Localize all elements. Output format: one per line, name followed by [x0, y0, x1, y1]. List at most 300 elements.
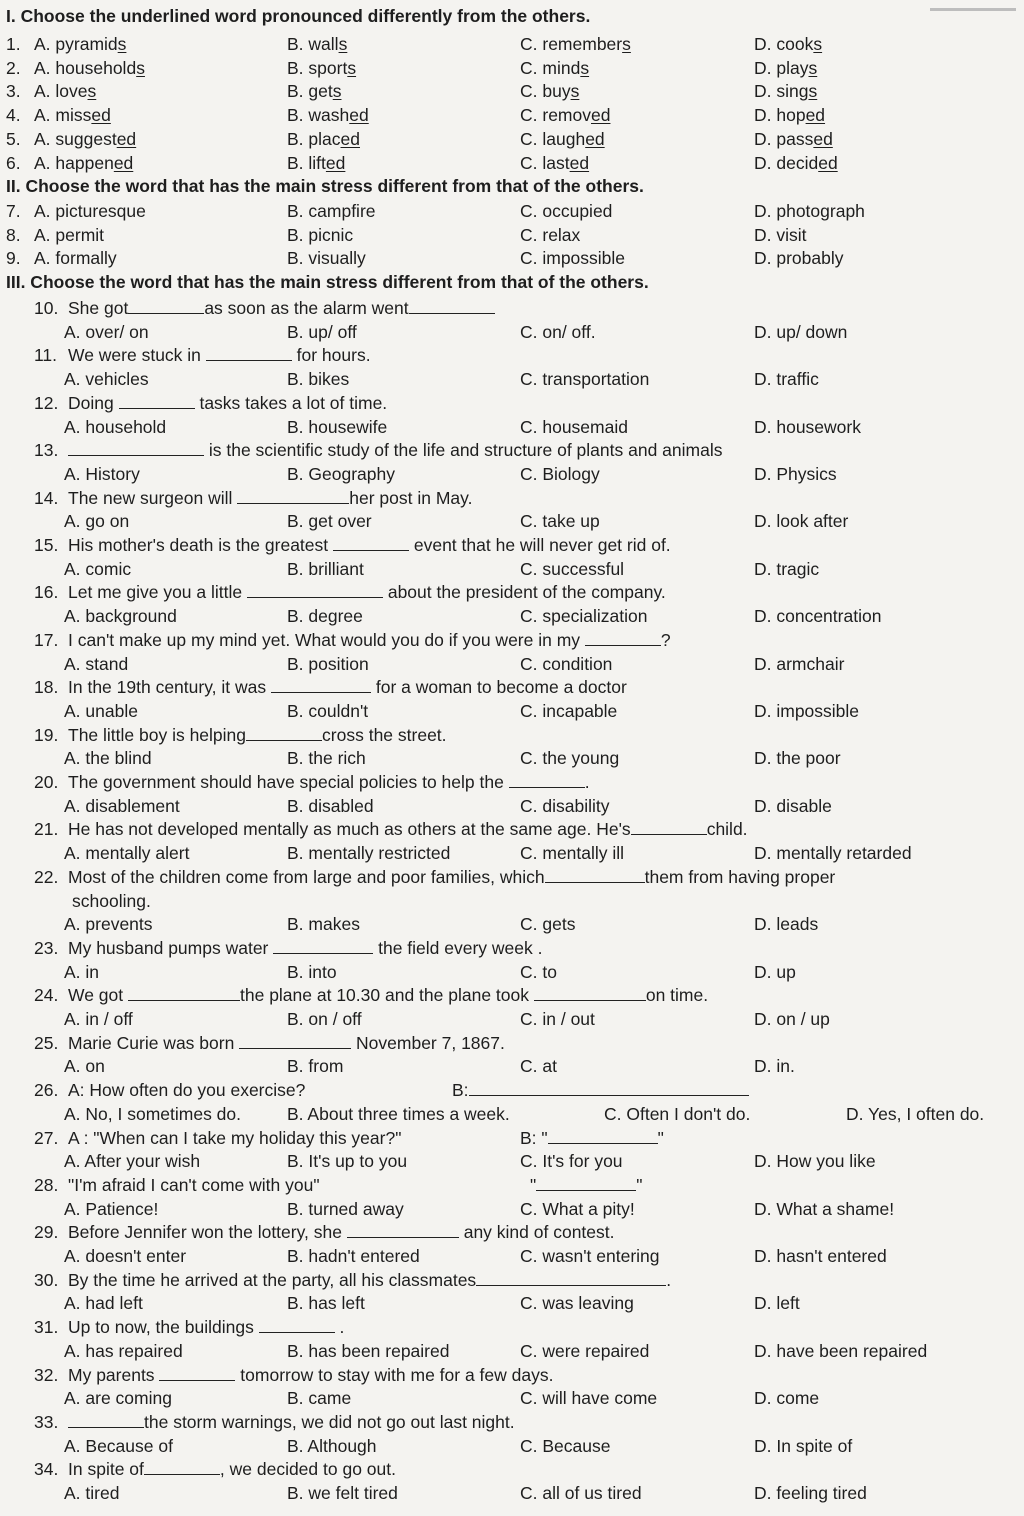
option-word: hop [776, 105, 806, 126]
option-b: B. from [287, 1056, 344, 1077]
question-stem [0, 770, 1024, 794]
option-b: B. on / off [287, 1009, 362, 1029]
question-number: 4. [6, 105, 21, 126]
question-number: 15. [34, 535, 59, 555]
question-number: 1. [6, 34, 21, 54]
question-fragment: her post in May. [349, 487, 473, 508]
option-b: B. up/ off [287, 321, 357, 342]
answer-blank [239, 1033, 351, 1049]
underlined-ending: ed [805, 105, 826, 126]
option-c: C. to [520, 961, 557, 982]
option-a: A. household [64, 416, 167, 437]
answer-blank [585, 630, 661, 646]
question-number: 5. [6, 128, 21, 149]
section-heading-III: III. Choose the word that has the main stress different from that of the others. [6, 272, 649, 292]
option-c: C. occupied [520, 201, 613, 221]
option-letter: B. [287, 81, 309, 102]
underlined-ending: ed [585, 128, 605, 149]
question-stem [0, 486, 1024, 510]
pronunciation-row [0, 32, 1024, 56]
underlined-ending: s [808, 81, 818, 102]
question-number: 30. [34, 1269, 59, 1290]
option-b: B. has left [287, 1293, 365, 1314]
stress-row [0, 199, 1024, 223]
question-text [68, 817, 748, 841]
question-fragment: We were stuck in [68, 345, 206, 366]
option-a: A. stand [64, 653, 129, 674]
option-a: A. permit [34, 224, 105, 245]
underlined-ending: ed [116, 128, 137, 149]
option-a: A. has repaired [64, 1340, 183, 1361]
question-number: 31. [34, 1317, 59, 1338]
underlined-ending: ed [591, 105, 611, 126]
option-d: D. impossible [754, 700, 860, 721]
question-fragment: Most of the children come from large and poor families, which [68, 866, 545, 887]
answer-blank [476, 1270, 666, 1286]
option-b: B. housewife [287, 416, 388, 437]
question-number: 25. [34, 1032, 59, 1053]
options-row [0, 960, 1024, 984]
option-word: last [542, 152, 570, 173]
option-d: D. come [754, 1388, 820, 1409]
question-stem [0, 1315, 1024, 1339]
option-c: C. on/ off. [520, 321, 596, 342]
underlined-ending: s [347, 57, 357, 78]
option-word: mind [542, 57, 581, 78]
option-a: A. formally [34, 248, 117, 269]
underlined-ending: s [136, 57, 145, 78]
question-text [68, 723, 447, 747]
question-fragment: cross the street. [322, 724, 447, 745]
section-heading-II: II. Choose the word that has the main stress different from that of the others. [6, 176, 644, 196]
option-b: B. campfire [287, 201, 376, 221]
option-b: B. came [287, 1388, 352, 1409]
option-a [34, 103, 111, 127]
question-fragment: In the 19th century, it was [68, 677, 271, 698]
question-number: 2. [6, 57, 21, 78]
options-row [0, 1386, 1024, 1410]
option-b: B. turned away [287, 1198, 404, 1219]
answer-blank [534, 985, 646, 1001]
question-stem [0, 675, 1024, 699]
option-b: B. into [287, 961, 337, 982]
question-fragment: In spite of [68, 1459, 144, 1480]
stress-row [0, 223, 1024, 247]
underlined-ending: ed [91, 105, 111, 126]
option-c: C. all of us tired [520, 1483, 642, 1503]
options-row [0, 1102, 1024, 1126]
option-d [754, 127, 833, 151]
question-fragment: the storm warnings, we did not go out last night. [144, 1411, 515, 1432]
option-a [34, 56, 145, 80]
answer-blank [333, 535, 409, 551]
question-number: 20. [34, 772, 59, 792]
pronunciation-row [0, 103, 1024, 127]
option-word: remember [542, 34, 623, 54]
question-stem [0, 723, 1024, 747]
question-text [68, 936, 543, 960]
option-a: A. in / off [64, 1009, 133, 1029]
option-d: D. concentration [754, 606, 882, 627]
option-b: B. Geography [287, 463, 395, 484]
underlined-ending: ed [569, 152, 590, 173]
question-number: 24. [34, 985, 59, 1006]
option-d: D. visit [754, 224, 807, 245]
question-text [68, 1457, 396, 1481]
question-number: 32. [34, 1364, 59, 1385]
option-b [287, 127, 360, 151]
option-letter: A. [34, 81, 56, 102]
options-row [0, 462, 1024, 486]
option-a: A. in [64, 961, 100, 982]
answer-blank [536, 1175, 636, 1191]
question-number: 3. [6, 81, 21, 102]
question-text [68, 391, 387, 415]
answer-blank [273, 938, 373, 954]
options-row [0, 1197, 1024, 1221]
options-row [0, 367, 1024, 391]
option-letter: C. [520, 105, 543, 126]
question-fragment: Let me give you a little [68, 582, 247, 603]
option-c: C. condition [520, 653, 613, 674]
option-word: sing [776, 81, 809, 102]
option-b: B. makes [287, 914, 360, 935]
pronunciation-row [0, 56, 1024, 80]
option-d: D. What a shame! [754, 1198, 895, 1219]
option-c [520, 127, 605, 151]
question-text [68, 580, 666, 604]
option-d: D. left [754, 1293, 800, 1314]
response-label: B: [452, 1080, 469, 1101]
question-fragment: for a woman to become a doctor [370, 677, 627, 698]
question-number: 28. [34, 1174, 59, 1195]
option-c [520, 79, 579, 103]
question-stem [0, 1410, 1024, 1434]
question-number: 18. [34, 677, 59, 698]
options-row [0, 699, 1024, 723]
option-c: C. wasn't entering [520, 1246, 660, 1266]
option-d: D. traffic [754, 369, 819, 390]
question-stem [0, 1078, 1024, 1102]
answer-blank [128, 298, 204, 314]
question-number: 9. [6, 248, 21, 269]
question-text [68, 296, 495, 320]
question-text [68, 770, 590, 794]
option-a [34, 151, 133, 175]
question-text: A: How often do you exercise? [68, 1080, 306, 1101]
question-fragment: for hours. [291, 345, 371, 366]
option-d: D. housework [754, 416, 861, 437]
option-letter: B. [287, 57, 309, 78]
pronunciation-row [0, 127, 1024, 151]
option-c: C. Because [520, 1435, 611, 1456]
option-b: B. visually [287, 248, 366, 269]
option-a: A. picturesque [34, 201, 146, 221]
option-b: B. position [287, 653, 369, 674]
question-fragment: the plane at 10.30 and the plane took [240, 985, 534, 1006]
question-number: 22. [34, 866, 59, 887]
option-b [287, 56, 356, 80]
option-word: miss [55, 105, 92, 126]
question-fragment: His mother's death is the greatest [68, 535, 333, 555]
question-fragment: My parents [68, 1364, 160, 1385]
option-b: B. we felt tired [287, 1483, 398, 1503]
option-c: C. disability [520, 795, 610, 816]
options-row [0, 794, 1024, 818]
options-row [0, 1149, 1024, 1173]
option-b [287, 103, 369, 127]
option-a: A. over/ on [64, 321, 149, 342]
option-a: A. had left [64, 1293, 143, 1314]
question-text [68, 486, 472, 510]
question-number: 29. [34, 1222, 59, 1243]
answer-blank [545, 867, 645, 883]
options-row [0, 1434, 1024, 1458]
option-b: B. get over [287, 511, 372, 532]
response-label: " [530, 1174, 537, 1195]
question-continuation [0, 889, 1024, 913]
question-text [68, 1315, 344, 1339]
option-b: B. the rich [287, 748, 366, 769]
option-letter: A. [34, 34, 56, 54]
option-letter: C. [520, 128, 543, 149]
question-text [68, 1363, 553, 1387]
option-b: B. couldn't [287, 700, 369, 721]
underlined-ending: s [813, 34, 823, 54]
option-d: D. feeling tired [754, 1483, 867, 1503]
option-letter: C. [520, 152, 543, 173]
options-row [0, 415, 1024, 439]
option-d [754, 56, 817, 80]
question-stem [0, 1173, 1024, 1197]
option-a: A. prevents [64, 914, 153, 935]
question-number: 23. [34, 937, 59, 958]
option-c [520, 103, 610, 127]
question-fragment: any kind of contest. [458, 1222, 615, 1243]
underlined-ending: ed [325, 152, 346, 173]
option-d: D. on / up [754, 1009, 830, 1029]
option-letter: D. [754, 105, 777, 126]
option-c: C. gets [520, 914, 576, 935]
option-a [34, 32, 126, 56]
underlined-ending: ed [818, 152, 838, 173]
option-a: A. background [64, 606, 177, 627]
option-a: A. Because of [64, 1435, 173, 1456]
underlined-ending: ed [113, 152, 134, 173]
question-stem [0, 817, 1024, 841]
option-word: get [308, 81, 333, 102]
option-b: B. bikes [287, 369, 350, 390]
question-text [68, 533, 671, 557]
question-fragment: , we decided to go out. [219, 1459, 396, 1480]
option-c [520, 151, 589, 175]
options-row [0, 746, 1024, 770]
option-letter: B. [287, 128, 309, 149]
option-a: A. are coming [64, 1388, 172, 1409]
pronunciation-row [0, 151, 1024, 175]
option-letter: C. [520, 57, 543, 78]
option-c: C. transportation [520, 369, 650, 390]
answer-blank [509, 772, 585, 788]
question-stem [0, 865, 1024, 889]
option-letter: A. [34, 57, 56, 78]
question-text [68, 1268, 671, 1292]
option-d [754, 79, 817, 103]
options-row [0, 320, 1024, 344]
question-fragment: We got [68, 985, 128, 1006]
question-text [68, 1031, 505, 1055]
option-d: D. In spite of [754, 1435, 853, 1456]
question-stem [0, 1268, 1024, 1292]
option-b: B. It's up to you [287, 1151, 408, 1172]
option-a: A. on [64, 1056, 105, 1077]
question-number: 14. [34, 487, 59, 508]
underlined-ending: s [117, 34, 127, 54]
question-text-continued: schooling. [72, 890, 151, 911]
underlined-ending: s [570, 81, 580, 102]
option-c: C. Often I don't do. [604, 1103, 751, 1124]
question-text [68, 343, 371, 367]
option-a [34, 79, 96, 103]
question-text [68, 438, 722, 462]
answer-blank [68, 440, 204, 456]
question-fragment: Before Jennifer won the lottery, she [68, 1222, 347, 1243]
options-row [0, 1054, 1024, 1078]
options-row [0, 652, 1024, 676]
question-number: 21. [34, 819, 59, 840]
question-fragment: as soon as the alarm went [204, 298, 409, 318]
option-letter: D. [754, 128, 777, 149]
answer-blank [119, 393, 195, 409]
option-d: D. look after [754, 511, 849, 532]
question-text [68, 1220, 615, 1244]
option-d: D. mentally retarded [754, 843, 912, 864]
answer-blank [347, 1222, 459, 1238]
question-number: 19. [34, 724, 59, 745]
answer-blank [247, 582, 383, 598]
option-word: play [776, 57, 809, 78]
question-text: A : "When can I take my holiday this year?" [68, 1127, 402, 1148]
question-fragment: ? [660, 629, 671, 650]
option-c: C. relax [520, 224, 581, 245]
question-fragment: Up to now, the buildings [68, 1317, 259, 1338]
response-prompt [452, 1078, 749, 1102]
option-d: D. leads [754, 914, 819, 935]
question-text [68, 1410, 515, 1434]
question-fragment: She got [68, 298, 129, 318]
answer-blank [469, 1080, 749, 1096]
options-row [0, 557, 1024, 581]
option-b: B. About three times a week. [287, 1103, 510, 1124]
question-number: 33. [34, 1411, 59, 1432]
option-d [754, 151, 838, 175]
option-d: D. have been repaired [754, 1340, 928, 1361]
options-row [0, 1244, 1024, 1268]
option-word: wash [308, 105, 350, 126]
option-letter: D. [754, 57, 777, 78]
options-row [0, 1339, 1024, 1363]
option-c: C. impossible [520, 248, 626, 269]
option-d: D. armchair [754, 653, 845, 674]
option-word: remov [542, 105, 591, 126]
answer-blank [159, 1365, 235, 1381]
question-fragment: By the time he arrived at the party, all his classmates [68, 1269, 477, 1290]
option-c [520, 56, 589, 80]
option-word: pass [776, 128, 814, 149]
question-fragment: tasks takes a lot of time. [194, 392, 388, 413]
option-word: household [55, 57, 137, 78]
question-stem [0, 343, 1024, 367]
option-word: lift [308, 152, 326, 173]
question-text: "I'm afraid I can't come with you" [68, 1174, 320, 1195]
section-heading-I: I. Choose the underlined word pronounced differently from the others. [6, 6, 591, 26]
option-word: plac [308, 128, 341, 149]
answer-blank [259, 1317, 335, 1333]
question-text [68, 675, 627, 699]
option-d [754, 32, 822, 56]
answer-blank [548, 1128, 658, 1144]
underlined-ending: s [332, 81, 342, 102]
closing-quote: " [657, 1127, 664, 1148]
option-c: C. the young [520, 748, 620, 769]
answer-blank [128, 985, 240, 1001]
question-number: 13. [34, 440, 59, 461]
option-a: A. doesn't enter [64, 1246, 187, 1266]
question-text [68, 983, 708, 1007]
underlined-ending: s [622, 34, 631, 54]
option-word: pyramid [55, 34, 118, 54]
options-row [0, 1481, 1024, 1505]
question-fragment: . [334, 1317, 345, 1338]
option-c: C. mentally ill [520, 843, 625, 864]
response-prompt [520, 1126, 664, 1150]
option-word: sport [308, 57, 348, 78]
options-row [0, 604, 1024, 628]
option-b: B. degree [287, 606, 363, 627]
question-text [68, 628, 671, 652]
question-fragment: Marie Curie was born [68, 1032, 240, 1053]
question-stem [0, 391, 1024, 415]
option-c: C. incapable [520, 700, 618, 721]
option-letter: D. [754, 152, 777, 173]
option-a: A. tired [64, 1483, 120, 1503]
option-d: D. the poor [754, 748, 841, 769]
option-a: A. mentally alert [64, 843, 190, 864]
option-word: buy [542, 81, 571, 102]
option-c: C. What a pity! [520, 1198, 635, 1219]
underlined-ending: ed [340, 128, 360, 149]
question-fragment: is the scientific study of the life and structure of plants and animals [204, 440, 723, 461]
question-fragment: I can't make up my mind yet. What would you do if you were in my [68, 629, 585, 650]
option-c: C. specialization [520, 606, 648, 627]
question-stem [0, 1031, 1024, 1055]
question-fragment: The new surgeon will [68, 487, 238, 508]
option-letter: C. [520, 81, 543, 102]
question-stem [0, 1363, 1024, 1387]
option-d: D. photograph [754, 201, 865, 221]
answer-blank [246, 725, 322, 741]
question-fragment: November 7, 1867. [351, 1032, 505, 1053]
option-word: cook [776, 34, 814, 54]
options-row [0, 912, 1024, 936]
option-d [754, 103, 825, 127]
option-b [287, 79, 341, 103]
option-b: B. picnic [287, 224, 354, 245]
option-letter: D. [754, 34, 777, 54]
option-c [520, 32, 631, 56]
question-stem [0, 438, 1024, 462]
option-d: D. Physics [754, 463, 837, 484]
